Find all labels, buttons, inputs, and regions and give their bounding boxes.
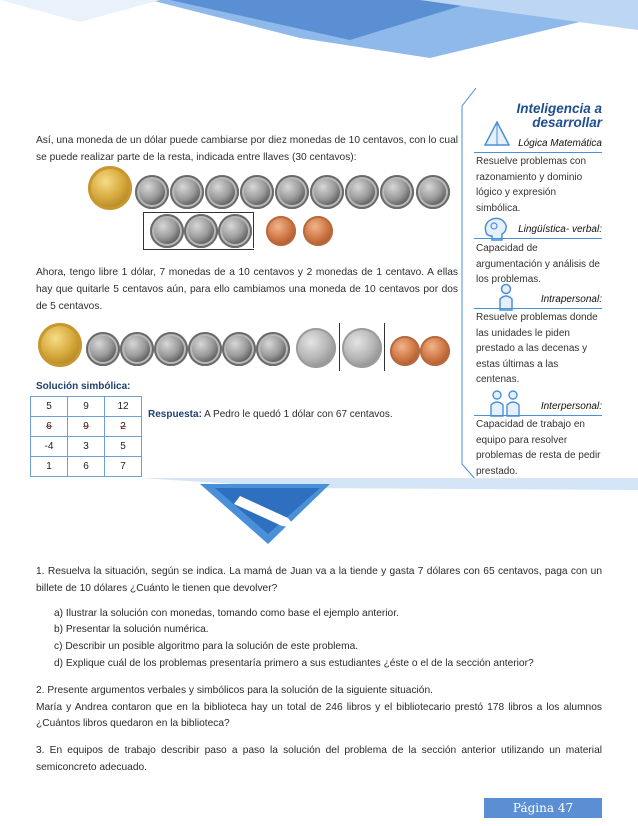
dime-coin: [218, 214, 252, 248]
dime-coin: [188, 332, 222, 366]
dime-coin: [345, 175, 379, 209]
section-heading-intrapersonal: Intrapersonal:: [540, 294, 602, 305]
table-cell: 5: [105, 437, 142, 457]
divider: [474, 415, 602, 416]
table-row: [31, 457, 142, 477]
solution-heading: Solución simbólica:: [36, 381, 131, 392]
table-row: [31, 417, 142, 437]
answer-label: Respuesta:: [148, 409, 202, 420]
dime-coin: [205, 175, 239, 209]
exercise-section: [36, 564, 602, 777]
question-2-story: María y Andrea contaron que en la biblioteca hay un total de 246 libros y el bibliotecario prestó 178 libros a los alumnos ¿Cuántos libros quedaron en la biblioteca?: [36, 701, 602, 730]
dime-coin: [135, 175, 169, 209]
divider: [474, 152, 602, 153]
penny-coin: [420, 336, 450, 366]
person-icon: [496, 283, 516, 311]
dime-coin: [240, 175, 274, 209]
table-cell: 1: [31, 457, 68, 477]
dime-coin: [275, 175, 309, 209]
table-cell: 9: [68, 417, 105, 437]
table-row: [31, 397, 142, 417]
penny-coin: [390, 336, 420, 366]
pyramid-icon: [482, 121, 512, 147]
table-cell: 2: [105, 417, 142, 437]
dime-coin: [170, 175, 204, 209]
list-item: b) Presentar la solución numérica.: [54, 624, 209, 636]
nickel-coin: [342, 328, 382, 368]
table-cell: 9: [68, 397, 105, 417]
sidebar-title-line2: desarrollar: [532, 115, 602, 130]
second-paragraph: Ahora, tengo libre 1 dólar, 7 monedas de a 10 centavos y 2 monedas de 1 centavo. A ellas hay que quitarle 5 centavos aún, para ello cambiamos una moneda de 10 centavos por dos de 5 centavos.: [36, 267, 458, 312]
dime-coin: [222, 332, 256, 366]
table-cell: 6: [68, 457, 105, 477]
dime-coin: [184, 214, 218, 248]
list-item: d) Explique cuál de los problemas presentaría primero a sus estudiantes ¿éste o el de la sección anterior?: [54, 657, 534, 669]
divider: [474, 238, 602, 239]
section-text-interpersonal: Capacidad de trabajo en equipo para resolver problemas de resta de pedir prestado.: [476, 419, 601, 477]
question-2: 2. Presente argumentos verbales y simbólicos para la solución de la siguiente situación.: [36, 684, 433, 696]
header-decoration: [0, 0, 638, 60]
nickel-coin: [296, 328, 336, 368]
dime-coin: [416, 175, 450, 209]
table-cell: -4: [31, 437, 68, 457]
section-heading-linguistica: Lingüística- verbal:: [518, 224, 602, 235]
question-1: 1. Resuelva la situación, según se indica. La mamá de Juan va a la tiende y gasta 7 dólares con 65 centavos, paga con un billete de 10 dólares ¿Cuánto le tienen que devolver?: [36, 566, 602, 594]
dollar-coin: [38, 323, 82, 367]
penny-coin: [266, 216, 296, 246]
question-1-items: [54, 606, 602, 673]
table-cell: 6: [31, 417, 68, 437]
question-3: 3. En equipos de trabajo describir paso a paso la solución del problema de la sección anterior utilizando un material semiconcreto adecuado.: [36, 745, 602, 773]
section-text-intrapersonal: Resuelve problemas donde las unidades le piden prestado a las decenas y estas últimas a las centenas.: [476, 312, 598, 385]
section-text-logica: Resuelve problemas con razonamiento y dominio lógico y expresión simbólica.: [476, 156, 587, 214]
table-row: [31, 437, 142, 457]
divider: [474, 308, 602, 309]
brace-bracket: [383, 323, 385, 371]
intro-paragraph: Así, una moneda de un dólar puede cambiarse por diez monedas de 10 centavos, con lo cual se puede realizar parte de la resta, indicada entre llaves (30 centavos):: [36, 135, 458, 163]
table-cell: 12: [105, 397, 142, 417]
dime-coin: [154, 332, 188, 366]
dime-coin: [150, 214, 184, 248]
section-heading-interpersonal: Interpersonal:: [540, 401, 602, 412]
table-cell: 3: [68, 437, 105, 457]
pencil-band-decoration: [0, 478, 638, 548]
dime-coin: [256, 332, 290, 366]
list-item: a) Ilustrar la solución con monedas, tomando como base el ejemplo anterior.: [54, 607, 399, 619]
page-number: Página 47: [484, 798, 602, 818]
list-item: c) Describir un posible algoritmo para la solución de este problema.: [54, 641, 359, 653]
penny-coin: [303, 216, 333, 246]
answer-line: [148, 409, 393, 420]
dime-coin: [310, 175, 344, 209]
dime-coin: [380, 175, 414, 209]
answer-text: A Pedro le quedó 1 dólar con 67 centavos.: [204, 409, 393, 420]
dime-coin: [86, 332, 120, 366]
section-heading-logica: Lógica Matemática: [518, 138, 602, 149]
table-cell: 5: [31, 397, 68, 417]
dime-coin: [120, 332, 154, 366]
dollar-coin: [88, 166, 132, 210]
solution-table: [30, 396, 142, 477]
table-cell: 7: [105, 457, 142, 477]
section-text-linguistica: Capacidad de argumentación y análisis de los problemas.: [476, 243, 600, 285]
sidebar-title-line1: Inteligencia a: [516, 101, 602, 116]
